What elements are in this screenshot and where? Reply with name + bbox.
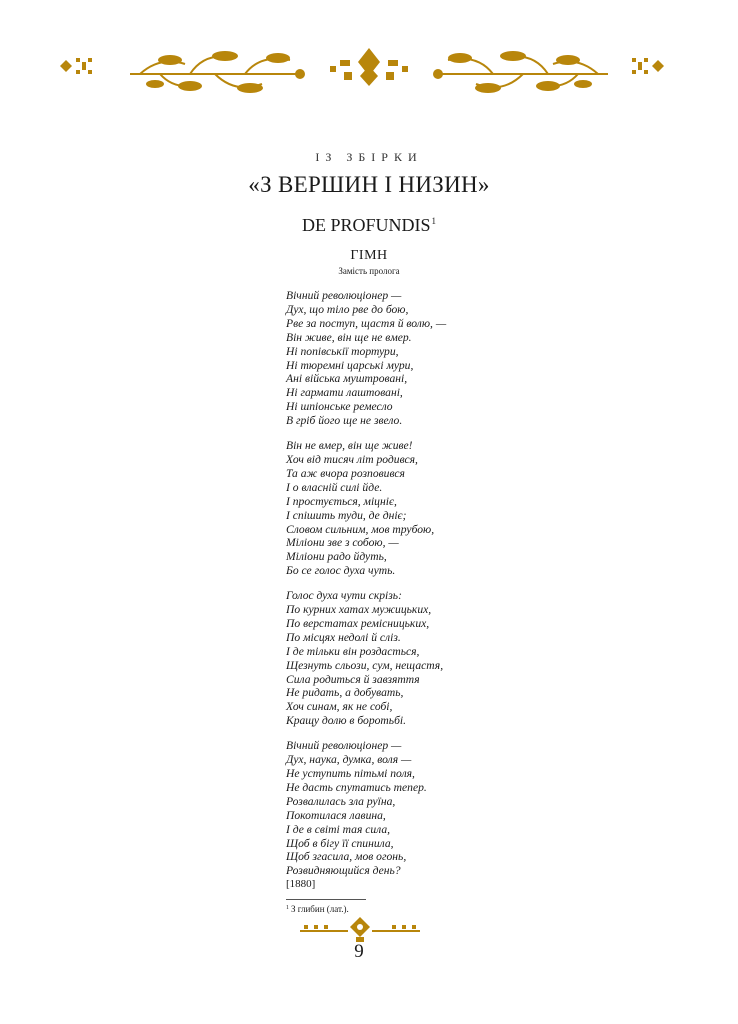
poem-line: Покотилася лавина, bbox=[286, 808, 386, 822]
collection-title: «З ВЕРШИН І НИЗИН» bbox=[248, 172, 490, 197]
poem-line: Ні шпіонське ремесло bbox=[286, 400, 393, 414]
poem-line: Міліони радо йдуть, bbox=[286, 550, 387, 564]
poem-line: В гріб його ще не звело. bbox=[286, 414, 403, 428]
footnote-number: 1 bbox=[286, 905, 289, 911]
poem-line: Міліони зве з собою, — bbox=[286, 536, 399, 550]
stanza bbox=[286, 289, 586, 428]
left-small-motif-icon bbox=[60, 58, 92, 74]
poem-body bbox=[286, 289, 586, 889]
poem-line: Він живе, він ще не вмер. bbox=[286, 330, 412, 344]
poem-line: Бо се голос духа чуть. bbox=[286, 564, 396, 578]
poem-line: Рве за поступ, щастя й волю, — bbox=[286, 316, 447, 330]
footnote-mark: 1 bbox=[431, 216, 437, 226]
poem-line: І де тільки він роздасться, bbox=[286, 644, 420, 658]
poem-line: Розвалилась зла руїна, bbox=[286, 794, 396, 808]
poem-line: По курних хатах мужицьких, bbox=[286, 603, 432, 617]
left-leaves-icon bbox=[146, 51, 305, 93]
poem-line: По місцях недолі й сліз. bbox=[286, 630, 401, 644]
poem-line: Щезнуть сльози, сум, нещастя, bbox=[286, 658, 444, 672]
poem-line: Ні попівськії тортури, bbox=[286, 344, 399, 358]
poem-line: Дух, що тіло рве до бою, bbox=[286, 302, 409, 316]
poem-line: Кращу долю в боротьбі. bbox=[286, 714, 407, 728]
poem-line: Ні тюремні царські мури, bbox=[286, 358, 414, 372]
poem-line: Не ридать, а добувать, bbox=[286, 686, 404, 700]
poem-line: Ані війська муштровані, bbox=[286, 372, 408, 386]
right-leaves-icon bbox=[433, 51, 592, 93]
poem-line: І о власній силі йде. bbox=[286, 480, 383, 494]
footnote-divider bbox=[286, 899, 366, 900]
poem-line: І спішить туди, де дніє; bbox=[286, 508, 407, 522]
stanza bbox=[286, 739, 586, 878]
page-number: 9 bbox=[354, 941, 364, 962]
poem-line: Вічний революціонер — bbox=[286, 289, 402, 302]
stanza bbox=[286, 439, 586, 578]
poem-line: Ні гармати лаштовані, bbox=[286, 386, 403, 400]
poem-line: Він не вмер, він ще живе! bbox=[286, 439, 413, 453]
footnote-text: З глибин (лат.). bbox=[291, 904, 349, 914]
poem-line: Словом сильним, мов трубою, bbox=[286, 522, 435, 536]
poem-line: Не уступить пітьмі поля, bbox=[286, 767, 415, 780]
poem-line: Голос духа чути скрізь: bbox=[286, 589, 402, 603]
poem-line: Сила родиться й завзяття bbox=[286, 672, 420, 686]
poem-line: І де в світі тая сила, bbox=[286, 822, 391, 836]
right-small-motif-icon bbox=[632, 58, 664, 74]
section-title bbox=[0, 215, 738, 236]
bottom-ornament bbox=[290, 915, 430, 943]
poem-line: По верстатах ремісницьких, bbox=[286, 616, 430, 630]
collection-label: ІЗ ЗБІРКИ bbox=[315, 150, 423, 164]
poem-date: [1880] bbox=[286, 878, 316, 890]
top-ornament-border bbox=[0, 36, 738, 96]
poem-line: Щоб в бігу її спинила, bbox=[286, 836, 394, 850]
poem-line: Та аж вчора розповився bbox=[286, 466, 405, 480]
poem-line: Щоб згасила, мов огонь, bbox=[286, 850, 407, 864]
poem-title: ГІМН bbox=[350, 248, 388, 263]
section-title-text: DE PROFUNDIS bbox=[301, 215, 431, 235]
center-motif-icon bbox=[330, 48, 408, 86]
poem-line: Дух, наука, думка, воля — bbox=[286, 753, 412, 767]
poem-line: Хоч синам, як не собі, bbox=[286, 700, 393, 714]
stanza bbox=[286, 589, 586, 728]
footnote bbox=[286, 904, 349, 914]
poem-line: Хоч від тисяч літ родився, bbox=[286, 452, 418, 466]
poem-line: І простується, міцніє, bbox=[286, 494, 397, 508]
poem-subtitle: Замість пролога bbox=[338, 266, 400, 276]
poem-line: Не дасть спутатись тепер. bbox=[286, 780, 427, 794]
poem-line: Розвидняющийся день? bbox=[286, 864, 401, 878]
poem-line: Вічний революціонер — bbox=[286, 739, 402, 753]
